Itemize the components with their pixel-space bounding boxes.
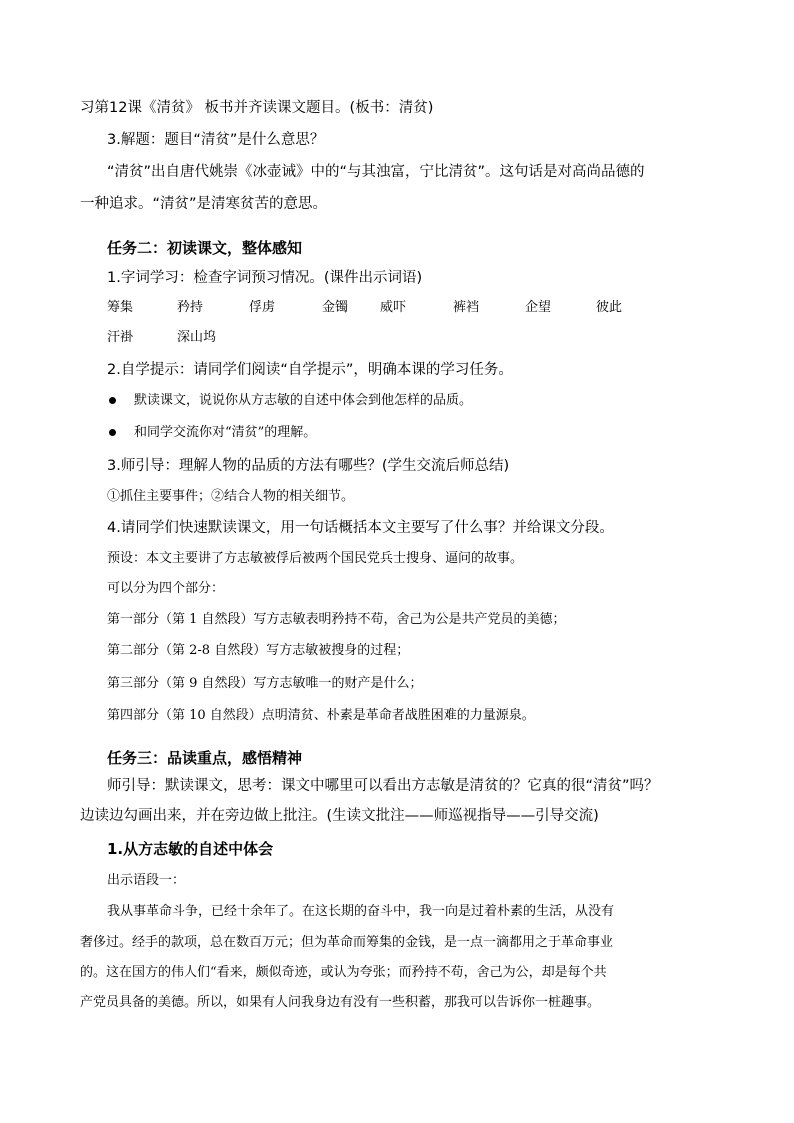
vocab-word: 筹集 xyxy=(107,300,134,315)
step-3-title: 3.解题：题目“清贫”是什么意思？ xyxy=(107,132,325,148)
passage-label: 出示语段一： xyxy=(107,873,186,888)
vocab-word: 裤裆 xyxy=(453,300,480,315)
passage-line-2: 奢侈过。经手的款项，总在数百万元；但为革命而筹集的金钱，是一点一滴都用之于革命事业 xyxy=(80,935,614,950)
part-2: 第二部分（第 2-8 自然段）写方志敏被搜身的过程； xyxy=(107,643,410,658)
bullet-dot xyxy=(109,397,116,404)
vocab-word: 矜持 xyxy=(177,300,204,315)
part-3: 第三部分（第 9 自然段）写方志敏唯一的财产是什么； xyxy=(107,676,423,691)
passage-line-4: 产党员具备的美德。所以，如果有人问我身边有没有一些积蓄，那我可以告诉你一桩趣事。 xyxy=(80,995,601,1010)
vocab-word: 俘虏 xyxy=(249,300,276,315)
passage-line-1: 我从事革命斗争，已经十余年了。在这长期的奋斗中，我一向是过着朴素的生活，从没有 xyxy=(107,904,615,919)
bullet-item-2: 和同学交流你对“清贫”的理解。 xyxy=(134,425,317,440)
bullet-item-1: 默读课文，说说你从方志敏的自述中体会到他怎样的品质。 xyxy=(134,393,473,408)
part-4: 第四部分（第 10 自然段）点明清贫、朴素是革命者战胜困难的力量源泉。 xyxy=(107,708,535,723)
vocab-word: 汗褂 xyxy=(107,330,134,345)
method-summary: ①抓住主要事件；②结合人物的相关细节。 xyxy=(107,489,355,504)
task-2-step-2: 2.自学提示：请同学们阅读“自学提示”，明确本课的学习任务。 xyxy=(107,362,513,378)
vocab-word: 威吓 xyxy=(380,300,407,315)
task-3-guide-1: 师引导：默读课文，思考：课文中哪里可以看出方志敏是清贫的？它真的很“清贫”吗？ xyxy=(107,778,659,794)
vocab-word: 企望 xyxy=(525,300,552,315)
four-parts-intro: 可以分为四个部分： xyxy=(107,581,225,596)
bullet-dot xyxy=(109,429,116,436)
passage-line-3: 的。这在国方的伟人们“看来，颇似奇迹，或认为夸张；而矜持不苟，舍己为公，却是每个共 xyxy=(80,965,607,980)
explanation-line-1: “清贫”出自唐代姚崇《冰壶诫》中的“与其浊富，宁比清贫”。这句话是对高尚品德的 xyxy=(107,164,645,180)
vocab-word: 金镯 xyxy=(322,300,349,315)
task-2-step-1: 1.字词学习：检查字词预习情况。(课件出示词语) xyxy=(107,270,423,286)
task-3-guide-2: 边读边勾画出来，并在旁边做上批注。(生读文批注——师巡视指导——引导交流) xyxy=(80,808,599,824)
task-3-heading: 任务三：品读重点，感悟精神 xyxy=(107,749,303,767)
section-1-heading: 1.从方志敏的自述中体会 xyxy=(107,840,274,858)
task-2-step-4: 4.请同学们快速默读课文，用一句话概括本文主要写了什么事？并给课文分段。 xyxy=(107,520,614,536)
vocab-word: 深山坞 xyxy=(177,330,217,345)
preset-answer: 预设：本文主要讲了方志敏被俘后被两个国民党兵士搜身、逼问的故事。 xyxy=(107,551,524,566)
explanation-line-2: 一种追求。“清贫”是清寒贫苦的意思。 xyxy=(80,196,328,212)
vocab-word: 彼此 xyxy=(596,300,623,315)
part-1: 第一部分（第 1 自然段）写方志敏表明矜持不苟，舍己为公是共产党员的美德； xyxy=(107,612,566,627)
intro-line: 习第12课《清贫》 板书并齐读课文题目。(板书：清贫) xyxy=(80,100,434,116)
task-2-step-3: 3.师引导：理解人物的品质的方法有哪些？(学生交流后师总结) xyxy=(107,458,510,474)
task-2-heading: 任务二：初读课文，整体感知 xyxy=(107,239,303,257)
